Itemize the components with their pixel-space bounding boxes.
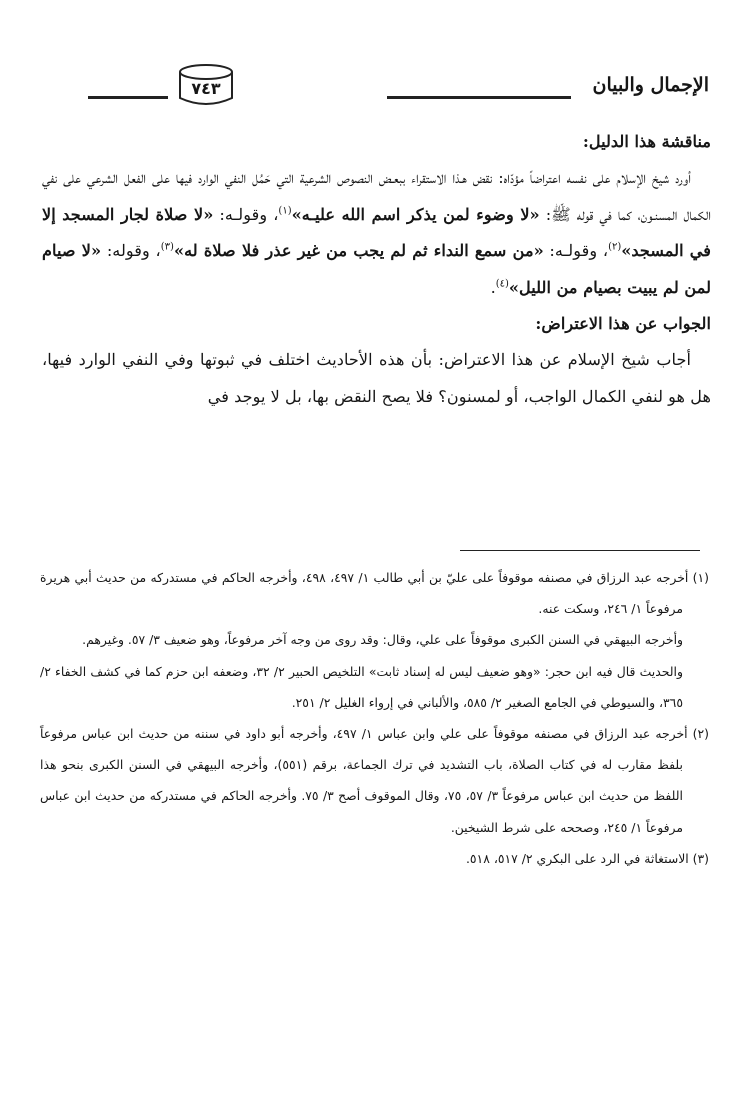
hadith-quote: «من سمع النداء ثم لم يجب من غير عذر فلا صلاة له»: [173, 241, 544, 261]
hadith-quote: «لا وضوء لمن يذكر اسم الله عليـه»: [291, 204, 540, 224]
footnote: (١) أخرجه عبد الرزاق في مصنفه موقوفاً على عليّ بن أبي طالب ١/ ٤٩٧، ٤٩٨، وأخرجه الحاكم في مستدركه من حديث أبي هريرة مرفوعاً ١/ ٢٤٦، وسكت عنه.: [40, 570, 709, 617]
section-heading: الجواب عن هذا الاعتراض:: [535, 314, 711, 334]
footnote-ref[interactable]: (٣): [160, 241, 174, 253]
hadith-quote: «لا صيام لمن لم يبيت بصيام من الليل»: [42, 241, 711, 297]
footnote: وأخرجه البيهقي في السنن الكبرى موقوفاً على علي، وقال: وقد روى من وجه آخر مرفوعاً، وهو ضعيف ٣/ ٥٧. وغيرهم.: [82, 632, 683, 648]
hadith-quote: «لا صلاة لجار المسجد إلا في المسجد»: [42, 204, 711, 261]
footnote: (٣) الاستغاثة في الرد على البكري ٢/ ٥١٧، ٥١٨.: [465, 850, 709, 866]
header-rule-left: [88, 96, 168, 99]
paragraph: أجاب شيخ الإسلام عن هذا الاعتراض: بأن هذه الأحاديث اختلف في ثبوتها وفي النفي الوارد فيها، هل هو لنفي الكمال الواجب، أو لمسنون؟ فلا يصح النقض بها، بل لا يوجد في: [42, 350, 711, 406]
page-number-badge: [176, 62, 236, 106]
page-number: ٧٤٣: [191, 79, 221, 98]
paragraph: أورد شيخ الإسلام على نفسه اعتراضاً مؤدّاه: نقض هـذا الاستقراء ببعـض النصوص الشرعية التي حَمُل النفي الوارد فيها على الفعل الشرعي على نفي الكمال المسنـون، كما في قوله ﷺ: «لا وضوء لمن يذكر اسم الله عليـه»$^{(١)}$، وقولـه: «لا صلاة لجار المسجد إلا في المسجد»$^{(٢)}$، وقولـه: «من سمع النداء ثم لم يجب من غير عذر فلا صلاة له»$^{(٣)}$، وقوله: «لا صيام لمن لم يبيت بصيام من الليل»$^{(٤)}$.: [42, 168, 711, 297]
running-title: الإجمال والبيان: [592, 74, 709, 96]
main-text: [42, 124, 711, 415]
page-header: [88, 62, 709, 108]
section-heading: مناقشة هذا الدليل:: [582, 132, 711, 151]
header-rule-right: [387, 96, 571, 99]
footnote-ref[interactable]: (٢): [608, 241, 622, 253]
footnote: (٢) أخرجه عبد الرزاق في مصنفه موقوفاً على علي وابن عباس ١/ ٤٩٧، وأخرجه أبو داود في سننه من حديث ابن عباس مرفوعاً بلفظ مقارب له في كتاب الصلاة، باب التشديد في ترك الجماعة، برقم (٥٥١)، وأخرجه البيهقي في السنن الكبرى بنحو هذا اللفظ من حديث ابن عباس مرفوعاً ٣/ ٥٧، ٧٥، وقال الموقوف أصح ٣/ ٧٥. وأخرجه الحاكم في مستدركه من حديث ابن عباس مرفوعاً ١/ ٢٤٥، وصححه على شرط الشيخين.: [40, 726, 709, 835]
footnote-separator: [460, 550, 700, 551]
footnotes: [40, 562, 709, 874]
footnote-ref[interactable]: (٤): [495, 278, 509, 290]
footnote: والحديث قال فيه ابن حجر: «وهو ضعيف ليس له إسناد ثابت» التلخيص الحبير ٢/ ٣٢، وضعفه ابن حزم كما في كشف الخفاء ٢/ ٣٦٥، والسيوطي في الجامع الصغير ٢/ ٥٨٥، والألباني في إرواء الغليل ٢/ ٢٥١.: [40, 663, 683, 710]
footnote-ref[interactable]: (١): [278, 205, 292, 217]
